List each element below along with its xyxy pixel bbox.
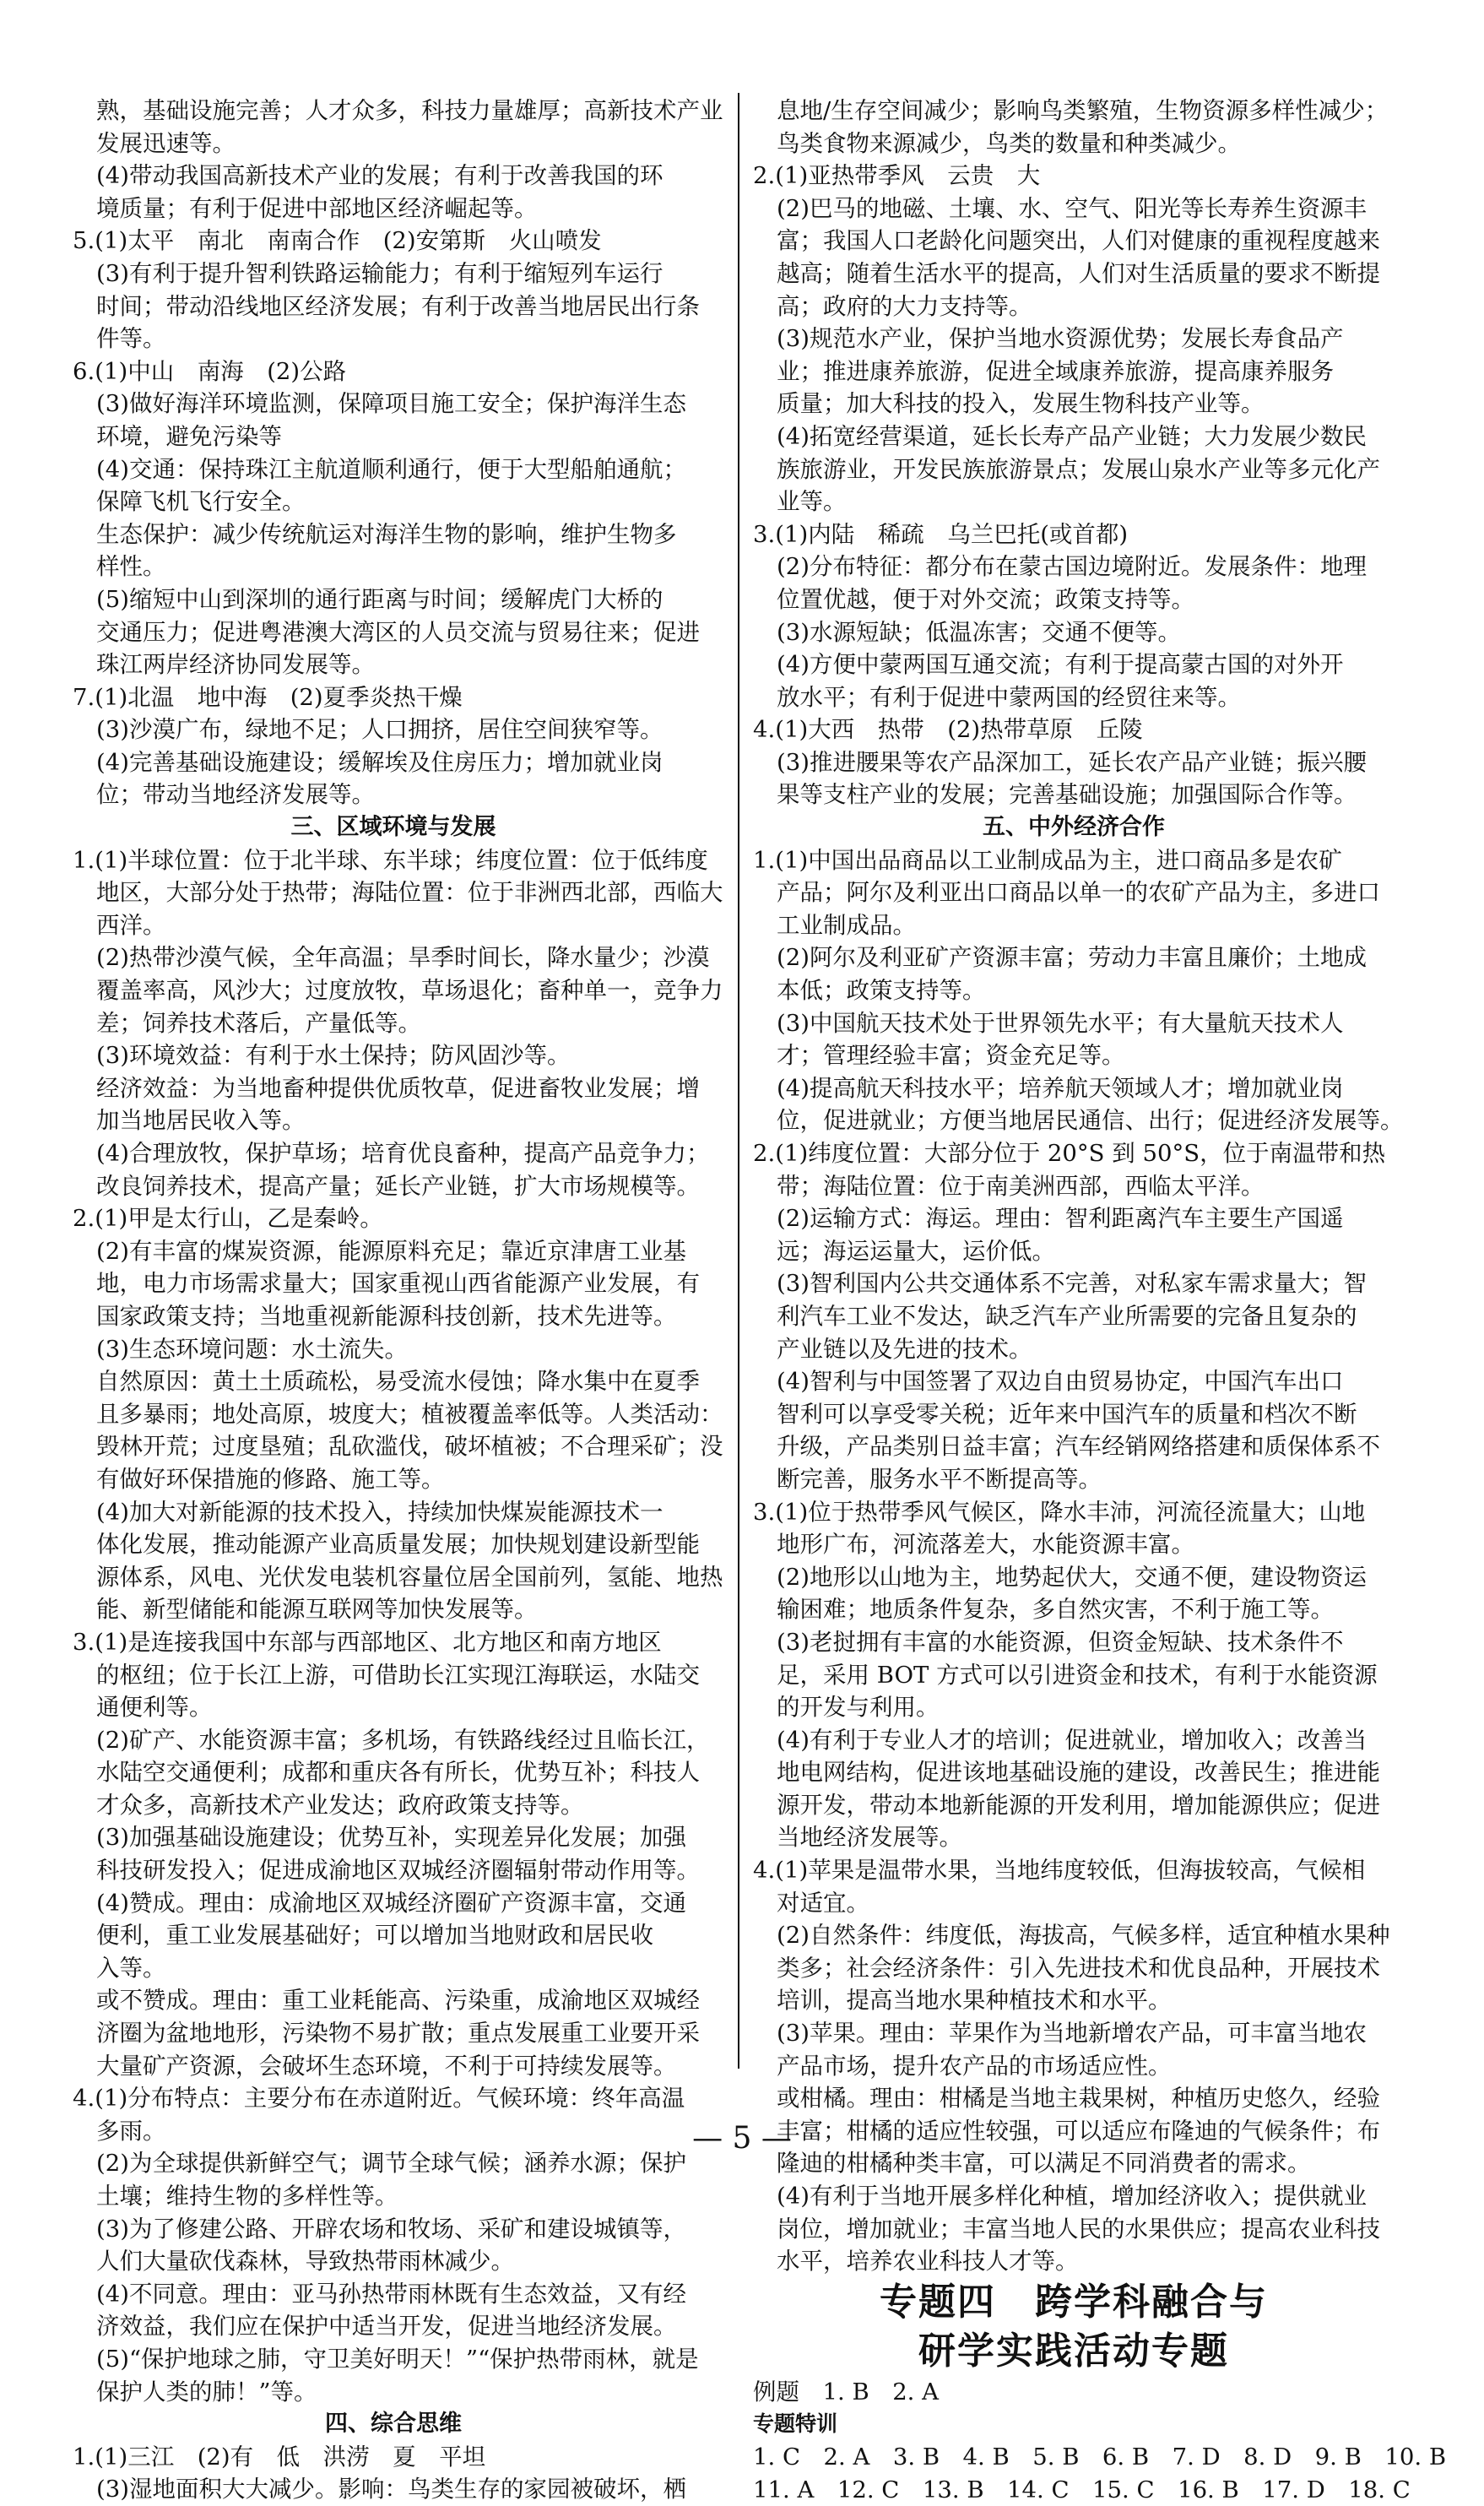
answer-line: (3)推进腰果等农产品深加工，延长农产品产业链；振兴腰	[777, 748, 1367, 776]
answer-line: 覆盖率高，风沙大；过度放牧，草场退化；畜种单一，竞争力	[96, 977, 723, 1005]
answer-line: 济效益，我们应在保护中适当开发，促进当地经济发展。	[96, 2313, 677, 2341]
answer-line: 样性。	[96, 553, 166, 581]
answer-line: 自然原因：黄土土质疏松，易受流水侵蚀；降水集中在夏季	[96, 1368, 700, 1396]
answer-line: 远；海运运量大，运价低。	[777, 1237, 1055, 1265]
answer-line: (4)不同意。理由：亚马孙热带雨林既有生态效益，又有经	[96, 2280, 686, 2308]
answer-line: (3)老挝拥有丰富的水能资源，但资金短缺、技术条件不	[777, 1628, 1344, 1656]
answer-line: 富；我国人口老龄化问题突出，人们对健康的重视程度越来	[777, 227, 1380, 255]
answer-line: 丰富；柑橘的适应性较强，可以适应布隆迪的气候条件；布	[777, 2117, 1380, 2145]
answer-line: 果等支柱产业的发展；完善基础设施；加强国际合作等。	[777, 781, 1357, 809]
page-number: — 5 —	[692, 2121, 792, 2156]
section-label: 专题特训	[753, 2411, 838, 2437]
answer-line: 多雨。	[96, 2117, 166, 2145]
answer-line: (3)做好海洋环境监测，保障项目施工安全；保护海洋生态	[96, 390, 686, 418]
answer-line: 生态保护：减少传统航运对海洋生物的影响，维护生物多	[96, 520, 677, 548]
answer-line: 4.(1)大西 热带 (2)热带草原 丘陵	[753, 716, 1143, 744]
answer-line: 1.(1)三江 (2)有 低 洪涝 夏 平坦	[73, 2443, 486, 2471]
answer-line: 或柑橘。理由：柑橘是当地主栽果树，种植历史悠久，经验	[777, 2085, 1380, 2113]
answer-line: 3.(1)位于热带季风气候区，降水丰沛，河流径流量大；山地	[753, 1498, 1366, 1526]
answer-line: 智利可以享受零关税；近年来中国汽车的质量和档次不断	[777, 1400, 1357, 1428]
answer-line: (4)方便中蒙两国互通交流；有利于提高蒙古国的对外开	[777, 651, 1344, 679]
answer-line: 4.(1)分布特点：主要分布在赤道附近。气候环境：终年高温	[73, 2085, 685, 2113]
answer-line: 交通压力；促进粤港澳大湾区的人员交流与贸易往来；促进	[96, 618, 700, 646]
answer-line: 3.(1)是连接我国中东部与西部地区、北方地区和南方地区	[73, 1628, 662, 1656]
answer-line: 人们大量砍伐森林，导致热带雨林减少。	[96, 2248, 514, 2275]
answer-line: 1.(1)半球位置：位于北半球、东半球；纬度位置：位于低纬度	[73, 846, 708, 874]
answer-line: 有做好环保措施的修路、施工等。	[96, 1465, 445, 1493]
answer-line: 族旅游业，开发民族旅游景点；发展山泉水产业等多元化产	[777, 455, 1380, 483]
answer-line: 源开发，带动本地新能源的开发利用，增加能源供应；促进	[777, 1791, 1380, 1819]
answer-line: 熟，基础设施完善；人才众多，科技力量雄厚；高新技术产业	[96, 97, 723, 124]
answer-line: (4)智利与中国签署了双边自由贸易协定，中国汽车出口	[777, 1368, 1344, 1396]
answer-line: (2)矿产、水能资源丰富；多机场，有铁路线经过且临长江，	[96, 1726, 710, 1754]
answer-line: (3)沙漠广布，绿地不足；人口拥挤，居住空间狭窄等。	[96, 716, 663, 744]
answer-line: 体化发展，推动能源产业高质量发展；加快规划建设新型能	[96, 1531, 700, 1559]
answer-line: (4)完善基础设施建设；缓解埃及住房压力；增加就业岗	[96, 748, 663, 776]
answer-line: 水陆空交通便利；成都和重庆各有所长，优势互补；科技人	[96, 1759, 700, 1787]
answer-line: 科技研发投入；促进成渝地区双城经济圈辐射带动作用等。	[96, 1857, 700, 1885]
answer-line: 地，电力市场需求量大；国家重视山西省能源产业发展，有	[96, 1270, 700, 1298]
answer-line: 差；饲养技术落后，产量低等。	[96, 1009, 421, 1037]
answer-line: (3)中国航天技术处于世界领先水平；有大量航天技术人	[777, 1009, 1344, 1037]
answer-line: (2)为全球提供新鲜空气；调节全球气候；涵养水源；保护	[96, 2150, 686, 2178]
answer-line: 的枢纽；位于长江上游，可借助长江实现江海联运，水陆交	[96, 1661, 700, 1689]
answer-line: (3)湿地面积大大减少。影响：鸟类生存的家园被破坏，栖	[96, 2476, 686, 2503]
answer-line: 产品；阿尔及利亚出口商品以单一的农矿产品为主，多进口	[777, 879, 1380, 907]
answer-line: 保护人类的肺！”等。	[96, 2378, 317, 2406]
answer-line: 且多暴雨；地处高原，坡度大；植被覆盖率低等。人类活动：	[96, 1400, 723, 1428]
answer-line: 类多；社会经济条件：引入先进技术和优良品种，开展技术	[777, 1954, 1380, 1982]
answer-line: 的开发与利用。	[777, 1694, 940, 1722]
answer-line: 业；推进康养旅游，促进全域康养旅游，提高康养服务	[777, 357, 1334, 385]
answer-line: 产品市场，提升农产品的市场适应性。	[777, 2052, 1172, 2080]
answer-line: (3)加强基础设施建设；优势互补，实现差异化发展；加强	[96, 1824, 686, 1852]
answer-line: 济圈为盆地地形，污染物不易扩散；重点发展重工业要开采	[96, 2020, 700, 2048]
answer-line: 7.(1)北温 地中海 (2)夏季炎热干燥	[73, 683, 463, 711]
answer-line: 产业链以及先进的技术。	[777, 1335, 1032, 1363]
answer-line: 发展迅速等。	[96, 129, 236, 157]
answer-line: (3)水源短缺；低温冻害；交通不便等。	[777, 618, 1181, 646]
answer-line: (4)交通：保持珠江主航道顺利通行，便于大型船舶通航；	[96, 455, 686, 483]
answer-line: 保障飞机飞行安全。	[96, 488, 306, 516]
answer-line: 地形广布，河流落差大，水能资源丰富。	[777, 1531, 1194, 1559]
answer-line: 2.(1)甲是太行山，乙是秦岭。	[73, 1205, 383, 1233]
answer-line: (3)智利国内公共交通体系不完善，对私家车需求量大；智	[777, 1270, 1367, 1298]
answer-line: 1. C 2. A 3. B 4. B 5. B 6. B 7. D 8. D 9. B 10. B	[753, 2443, 1447, 2471]
answer-line: 本低；政策支持等。	[777, 977, 986, 1005]
answer-line: (3)苹果。理由：苹果作为当地新增农产品，可丰富当地农	[777, 2020, 1367, 2048]
answer-line: 隆迪的柑橘种类丰富，可以满足不同消费者的需求。	[777, 2150, 1311, 2178]
answer-line: 件等。	[96, 325, 166, 353]
answer-line: (3)生态环境问题：水土流失。	[96, 1335, 408, 1363]
answer-line: (3)规范水产业，保护当地水资源优势；发展长寿食品产	[777, 325, 1344, 353]
answer-line: (2)自然条件：纬度低，海拔高，气候多样，适宜种植水果种	[777, 1922, 1390, 1950]
answer-line: 利汽车工业不发达，缺乏汽车产业所需要的完备且复杂的	[777, 1302, 1357, 1330]
answer-line: (4)提高航天科技水平；培养航天领域人才；增加就业岗	[777, 1074, 1344, 1102]
answer-line: 境质量；有利于促进中部地区经济崛起等。	[96, 194, 538, 222]
answer-line: 便利，重工业发展基础好；可以增加当地财政和居民收	[96, 1922, 653, 1950]
answer-line: 水平，培养农业科技人才等。	[777, 2248, 1079, 2275]
answer-line: 放水平；有利于促进中蒙两国的经贸往来等。	[777, 683, 1241, 711]
answer-line: (3)为了修建公路、开辟农场和牧场、采矿和建设城镇等，	[96, 2215, 686, 2243]
answer-line: 业等。	[777, 488, 847, 516]
answer-line: (2)巴马的地磁、土壤、水、空气、阳光等长寿养生资源丰	[777, 194, 1367, 222]
answer-line: (2)热带沙漠气候，全年高温；旱季时间长，降水量少；沙漠	[96, 944, 710, 972]
answer-line: 能、新型储能和能源互联网等加快发展等。	[96, 1596, 538, 1624]
answer-line: 工业制成品。	[777, 911, 916, 939]
answer-line: 岗位，增加就业；丰富当地人民的水果供应；提高农业科技	[777, 2215, 1380, 2243]
answer-line: (5)缩短中山到深圳的通行距离与时间；缓解虎门大桥的	[96, 585, 663, 613]
answer-line: 经济效益：为当地畜种提供优质牧草，促进畜牧业发展；增	[96, 1074, 700, 1102]
answer-line: (4)合理放牧，保护草场；培育优良畜种，提高产品竞争力；	[96, 1140, 710, 1167]
answer-line: 或不赞成。理由：重工业耗能高、污染重，成渝地区双城经	[96, 1987, 700, 2015]
answer-line: 足，采用 BOT 方式可以引进资金和技术，有利于水能资源	[777, 1661, 1378, 1689]
answer-line: (2)阿尔及利亚矿产资源丰富；劳动力丰富且廉价；土地成	[777, 944, 1367, 972]
answer-line: 息地/生存空间减少；影响鸟类繁殖，生物资源多样性减少；	[777, 97, 1389, 124]
topic-title: 研学实践活动专题	[918, 2329, 1229, 2373]
answer-line: 升级，产品类别日益丰富；汽车经销网络搭建和质保体系不	[777, 1433, 1380, 1461]
answer-line: 6.(1)中山 南海 (2)公路	[73, 357, 347, 385]
answer-line: 位，促进就业；方便当地居民通信、出行；促进经济发展等。	[777, 1107, 1404, 1135]
answer-line: 高；政府的大力支持等。	[777, 292, 1032, 320]
answer-line: 才众多，高新技术产业发达；政府政策支持等。	[96, 1791, 584, 1819]
topic-title: 专题四 跨学科融合与	[880, 2280, 1268, 2324]
answer-line: 质量；加大科技的投入，发展生物科技产业等。	[777, 390, 1265, 418]
answer-line: 3.(1)内陆 稀疏 乌兰巴托(或首都)	[753, 520, 1129, 548]
answer-line: 带；海陆位置：位于南美洲西部，西临太平洋。	[777, 1172, 1265, 1200]
answer-line: (3)环境效益：有利于水土保持；防风固沙等。	[96, 1042, 571, 1070]
answer-line: 断完善，服务水平不断提高等。	[777, 1465, 1102, 1493]
answer-line: 2.(1)亚热带季风 云贵 大	[753, 162, 1041, 190]
answer-line: (2)有丰富的煤炭资源，能源原料充足；靠近京津唐工业基	[96, 1237, 686, 1265]
answer-line: (5)“保护地球之肺，守卫美好明天！”“保护热带雨林，就是	[96, 2345, 699, 2373]
answer-line: 时间；带动沿线地区经济发展；有利于改善当地居民出行条	[96, 292, 700, 320]
answer-line: 输困难；地质条件复杂，多自然灾害，不利于施工等。	[777, 1596, 1334, 1624]
answer-line: 珠江两岸经济协同发展等。	[96, 651, 375, 679]
answer-line: 地区，大部分处于热带；海陆位置：位于非洲西北部，西临大	[96, 879, 723, 907]
section-heading: 四、综合思维	[325, 2411, 462, 2438]
answer-line: (4)带动我国高新技术产业的发展；有利于改善我国的环	[96, 162, 663, 190]
answer-line: (3)有利于提升智利铁路运输能力；有利于缩短列车运行	[96, 259, 663, 287]
answer-line: 位；带动当地经济发展等。	[96, 781, 375, 809]
answer-line: 才；管理经验丰富；资金充足等。	[777, 1042, 1125, 1070]
answer-line: (2)分布特征：都分布在蒙古国边境附近。发展条件：地理	[777, 553, 1367, 581]
answer-line: 源体系，风电、光伏发电装机容量位居全国前列，氢能、地热	[96, 1563, 723, 1591]
answer-line: 土壤；维持生物的多样性等。	[96, 2183, 398, 2210]
column-divider	[738, 93, 739, 2069]
answer-line: 例题 1. B 2. A	[753, 2378, 940, 2406]
answer-line: 位置优越，便于对外交流；政策支持等。	[777, 585, 1194, 613]
answer-line: (4)拓宽经营渠道，延长长寿产品产业链；大力发展少数民	[777, 422, 1367, 450]
answer-line: 大量矿产资源，会破坏生态环境，不利于可持续发展等。	[96, 2052, 677, 2080]
answer-line: 越高；随着生活水平的提高，人们对生活质量的要求不断提	[777, 259, 1380, 287]
answer-line: 4.(1)苹果是温带水果，当地纬度较低，但海拔较高，气候相	[753, 1857, 1366, 1885]
answer-line: 11. A 12. C 13. B 14. C 15. C 16. B 17. D 18. C	[753, 2476, 1411, 2503]
answer-line: 入等。	[96, 1954, 166, 1982]
answer-line: 5.(1)太平 南北 南南合作 (2)安第斯 火山喷发	[73, 227, 602, 255]
answer-line: 加当地居民收入等。	[96, 1107, 306, 1135]
answer-line: 鸟类食物来源减少，鸟类的数量和种类减少。	[777, 129, 1241, 157]
answer-line: 1.(1)中国出品商品以工业制成品为主，进口商品多是农矿	[753, 846, 1342, 874]
answer-line: 西洋。	[96, 911, 166, 939]
answer-line: (4)有利于专业人才的培训；促进就业，增加收入；改善当	[777, 1726, 1367, 1754]
section-heading: 三、区域环境与发展	[290, 814, 496, 841]
answer-line: (2)地形以山地为主，地势起伏大，交通不便，建设物资运	[777, 1563, 1367, 1591]
answer-line: 通便利等。	[96, 1694, 213, 1722]
answer-line: 毁林开荒；过度垦殖；乱砍滥伐，破坏植被；不合理采矿；没	[96, 1433, 723, 1461]
answer-line: 国家政策支持；当地重视新能源科技创新，技术先进等。	[96, 1302, 677, 1330]
answer-line: 当地经济发展等。	[777, 1824, 962, 1852]
section-heading: 五、中外经济合作	[983, 814, 1165, 841]
answer-line: 2.(1)纬度位置：大部分位于 20°S 到 50°S，位于南温带和热	[753, 1140, 1386, 1167]
answer-line: 改良饲养技术，提高产量；延长产业链，扩大市场规模等。	[96, 1172, 700, 1200]
answer-line: (4)赞成。理由：成渝地区双城经济圈矿产资源丰富，交通	[96, 1889, 686, 1917]
answer-line: 地电网结构，促进该地基础设施的建设，改善民生；推进能	[777, 1759, 1380, 1787]
answer-line: (2)运输方式：海运。理由：智利距离汽车主要生产国遥	[777, 1205, 1344, 1233]
answer-line: 环境，避免污染等	[96, 422, 282, 450]
answer-line: 培训，提高当地水果种植技术和水平。	[777, 1987, 1172, 2015]
answer-line: (4)加大对新能源的技术投入，持续加快煤炭能源技术一	[96, 1498, 663, 1526]
answer-line: (4)有利于当地开展多样化种植，增加经济收入；提供就业	[777, 2183, 1367, 2210]
answer-line: 对适宜。	[777, 1889, 869, 1917]
